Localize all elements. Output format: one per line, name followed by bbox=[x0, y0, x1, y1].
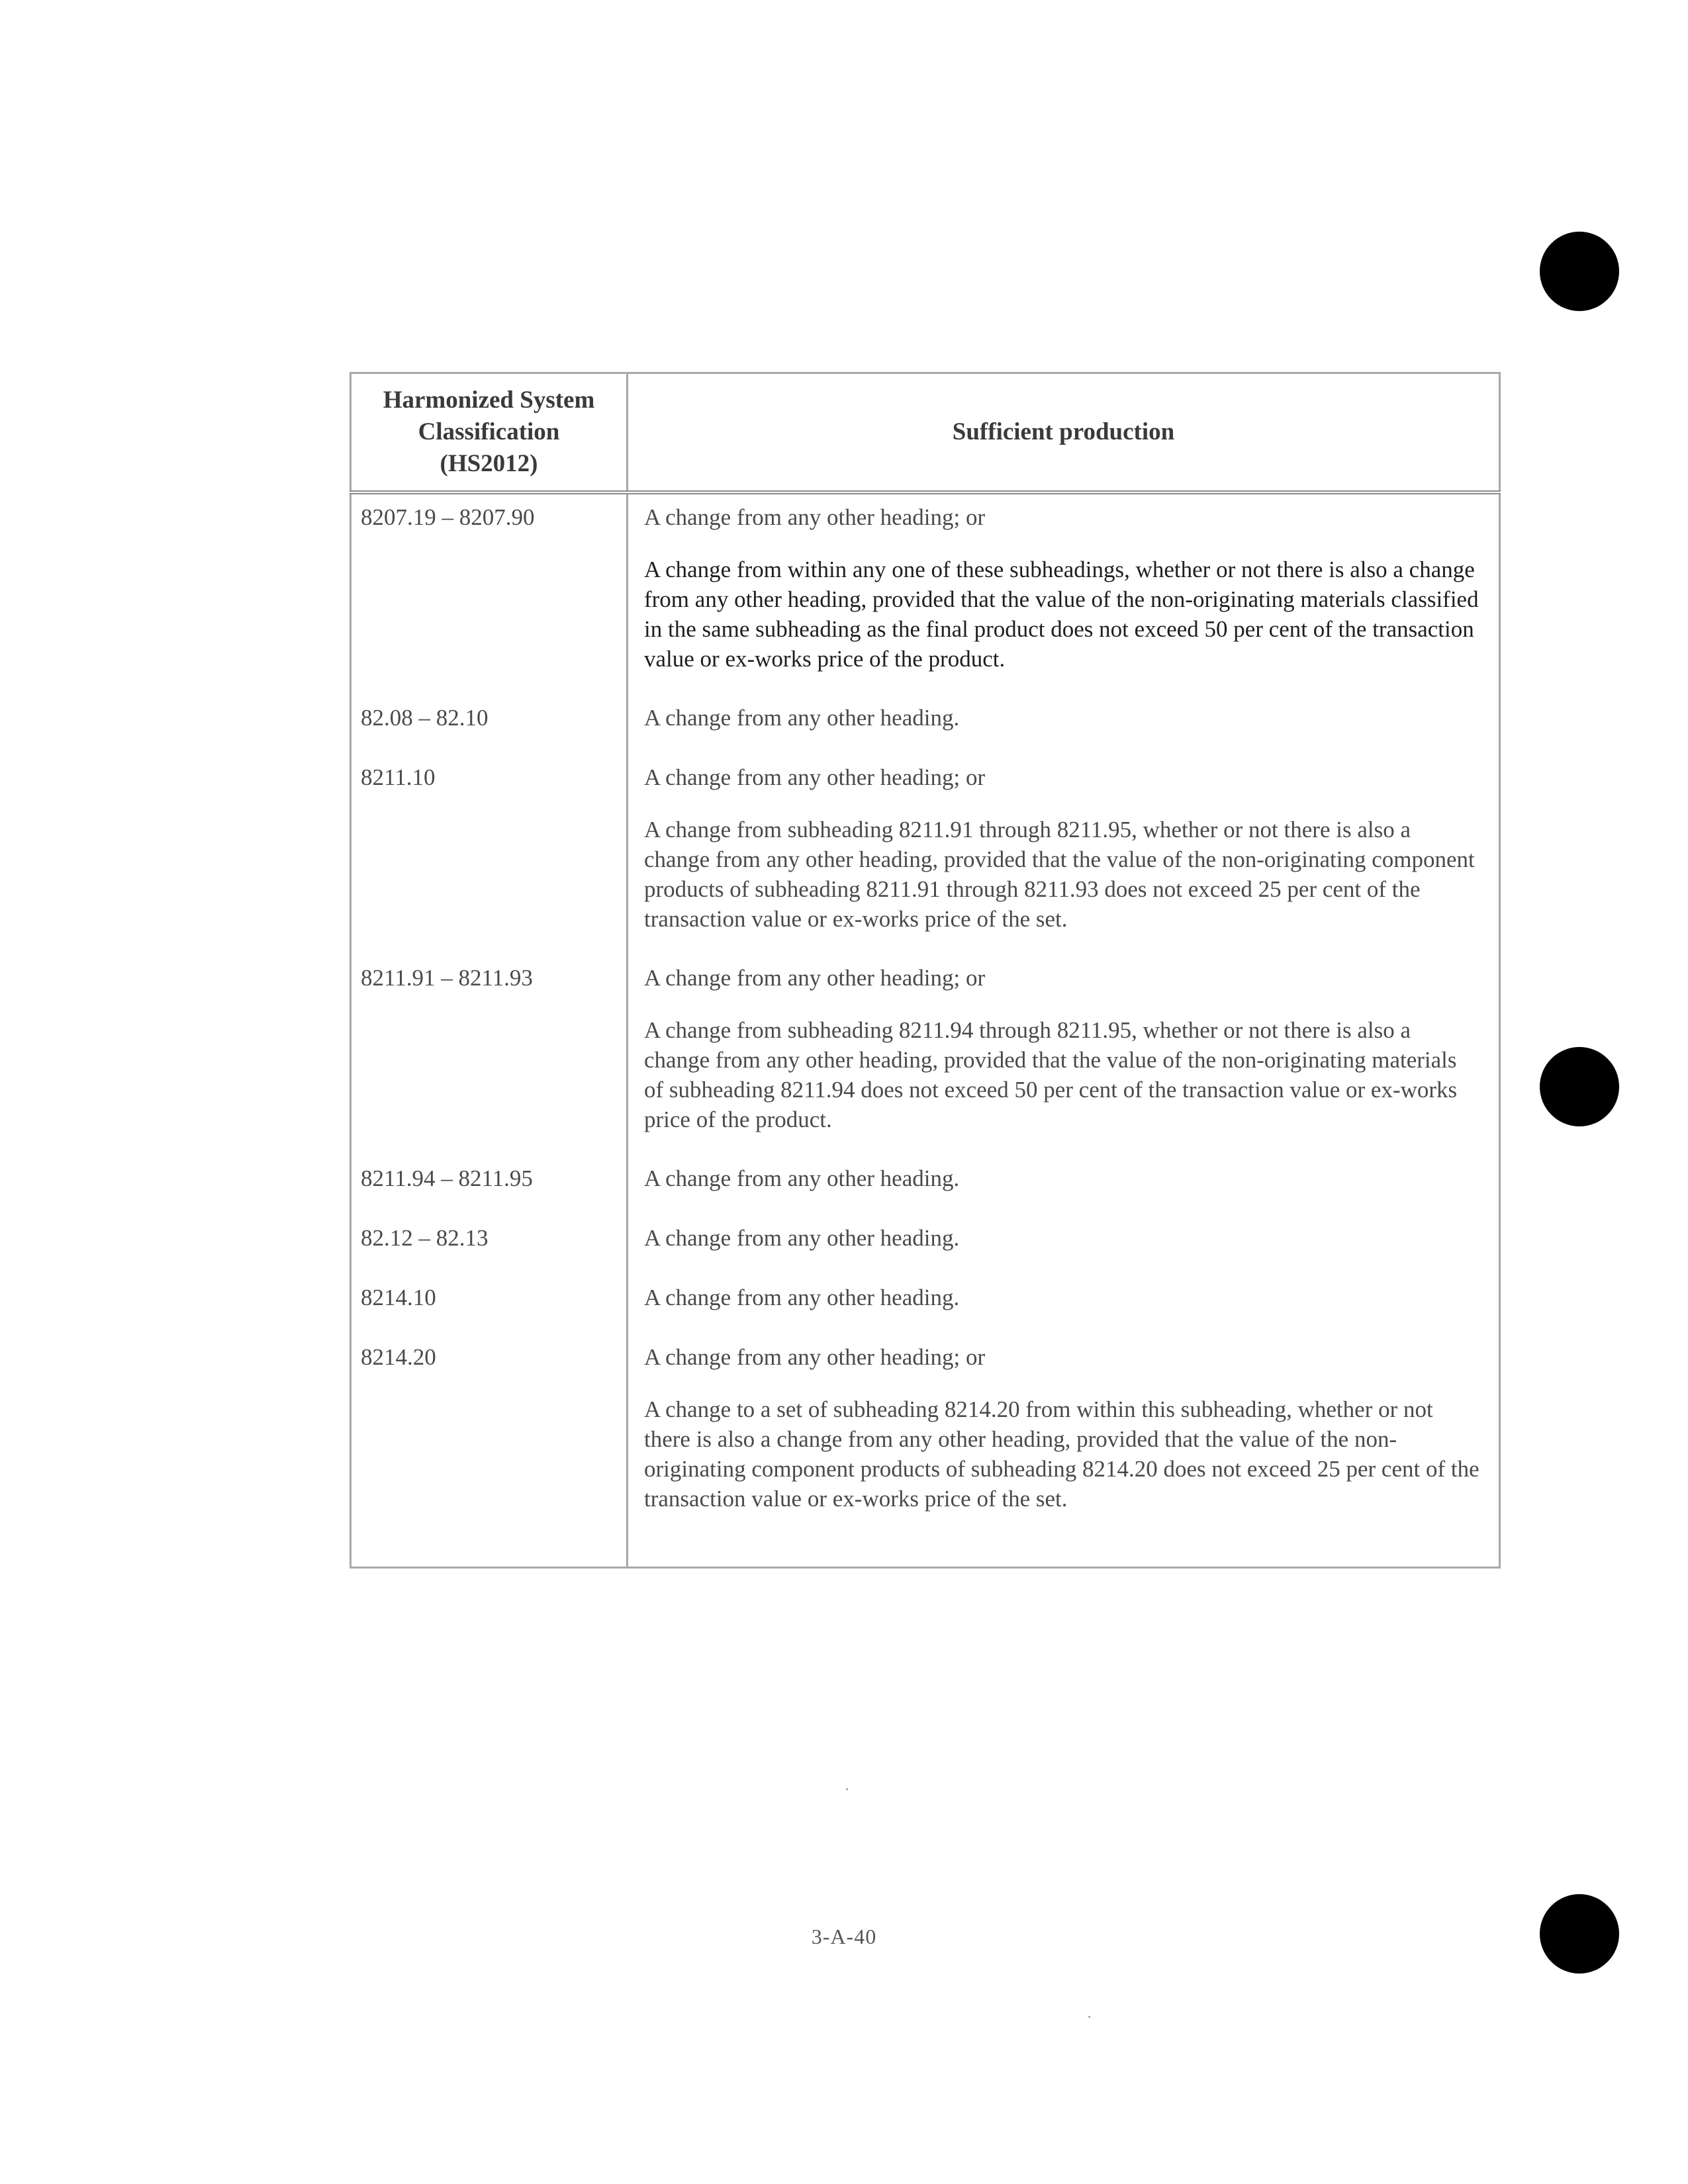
hs-code-cell bbox=[351, 492, 628, 674]
table-row bbox=[351, 674, 1500, 733]
hs-header-line: Harmonized System bbox=[383, 387, 595, 414]
hs-code: 82.08 – 82.10 bbox=[361, 705, 489, 731]
rule-text: A change from any other heading; or bbox=[644, 965, 986, 991]
rule-text: A change from any other heading; or bbox=[644, 764, 986, 790]
table-header-row bbox=[351, 373, 1500, 493]
hs-code-cell bbox=[351, 934, 628, 1134]
rule-cell bbox=[628, 1313, 1500, 1514]
rule-text: A change from within any one of these subheadings, whether or not there is also a change from any other heading, provided that the value of the non-originating materials classified in the same subheading as the final product does not exceed 50 per cent of the transaction value or ex-works price of the product. bbox=[644, 557, 1479, 672]
hs-code: 8211.91 – 8211.93 bbox=[361, 965, 533, 991]
table-row bbox=[351, 1134, 1500, 1194]
hs-code: 8214.20 bbox=[361, 1344, 436, 1370]
table-bottom-spacer bbox=[351, 1514, 1500, 1568]
scan-speck bbox=[846, 1788, 848, 1790]
hs-code-cell bbox=[351, 1134, 628, 1194]
bottom-spacer-cell bbox=[351, 1514, 628, 1568]
sufficient-production-header: Sufficient production bbox=[628, 373, 1500, 493]
hs-code-cell bbox=[351, 1194, 628, 1253]
table-row bbox=[351, 733, 1500, 934]
rule-cell bbox=[628, 1194, 1500, 1253]
hs-code: 8207.19 – 8207.90 bbox=[361, 504, 535, 530]
rule-text: A change from any other heading. bbox=[644, 705, 960, 731]
rule-text: A change from subheading 8211.94 through 8211.95, whether or not there is also a change from any other heading, provided that the value of the non-originating materials of subheading 8211.94 does not exceed 50 per cent of the transaction value or ex-works price of the product. bbox=[644, 1017, 1458, 1132]
table-row bbox=[351, 934, 1500, 1134]
rules-of-origin-table bbox=[350, 372, 1501, 1569]
rule-text: A change from subheading 8211.91 through 8211.95, whether or not there is also a change from any other heading, provided that the value of the non-originating component products of subheading 8211.91 through 8211.93 does not exceed 25 per cent of the transaction value or ex-works price of the set. bbox=[644, 817, 1475, 932]
rule-text: A change from any other heading. bbox=[644, 1225, 960, 1251]
hs-code: 8211.10 bbox=[361, 764, 436, 790]
rule-cell bbox=[628, 733, 1500, 934]
bottom-spacer-cell bbox=[628, 1514, 1500, 1568]
rule-cell bbox=[628, 934, 1500, 1134]
rule-cell bbox=[628, 1253, 1500, 1313]
rule-text: A change to a set of subheading 8214.20 from within this subheading, whether or not there is also a change from any other heading, provided that the value of the non-originating component products of subheading 8214.20 does not exceed 25 per cent of the transaction value or ex-works price of the set. bbox=[644, 1396, 1479, 1512]
hs-code: 82.12 – 82.13 bbox=[361, 1225, 489, 1251]
table-row bbox=[351, 492, 1500, 674]
table-row bbox=[351, 1313, 1500, 1514]
hs-code-cell bbox=[351, 733, 628, 934]
rule-text: A change from any other heading; or bbox=[644, 504, 986, 530]
hs-code-cell bbox=[351, 1313, 628, 1514]
rule-cell bbox=[628, 1134, 1500, 1194]
hs-code-cell bbox=[351, 674, 628, 733]
rule-cell bbox=[628, 492, 1500, 674]
hs-code-cell bbox=[351, 1253, 628, 1313]
table-row bbox=[351, 1194, 1500, 1253]
hs-header-line: (HS2012) bbox=[440, 450, 538, 477]
table-row bbox=[351, 1253, 1500, 1313]
rule-text: A change from any other heading; or bbox=[644, 1344, 986, 1370]
rule-cell bbox=[628, 674, 1500, 733]
rule-text: A change from any other heading. bbox=[644, 1285, 960, 1310]
scan-speck bbox=[1088, 2016, 1090, 2018]
rule-text: A change from any other heading. bbox=[644, 1165, 960, 1191]
hs-code: 8214.10 bbox=[361, 1285, 436, 1310]
punch-hole-top bbox=[1540, 232, 1619, 311]
hs-header-line: Classification bbox=[418, 418, 560, 445]
page-number: 3-A-40 bbox=[811, 1925, 877, 1948]
punch-hole-middle bbox=[1540, 1047, 1619, 1126]
hs-classification-header bbox=[351, 373, 628, 493]
hs-code: 8211.94 – 8211.95 bbox=[361, 1165, 533, 1191]
